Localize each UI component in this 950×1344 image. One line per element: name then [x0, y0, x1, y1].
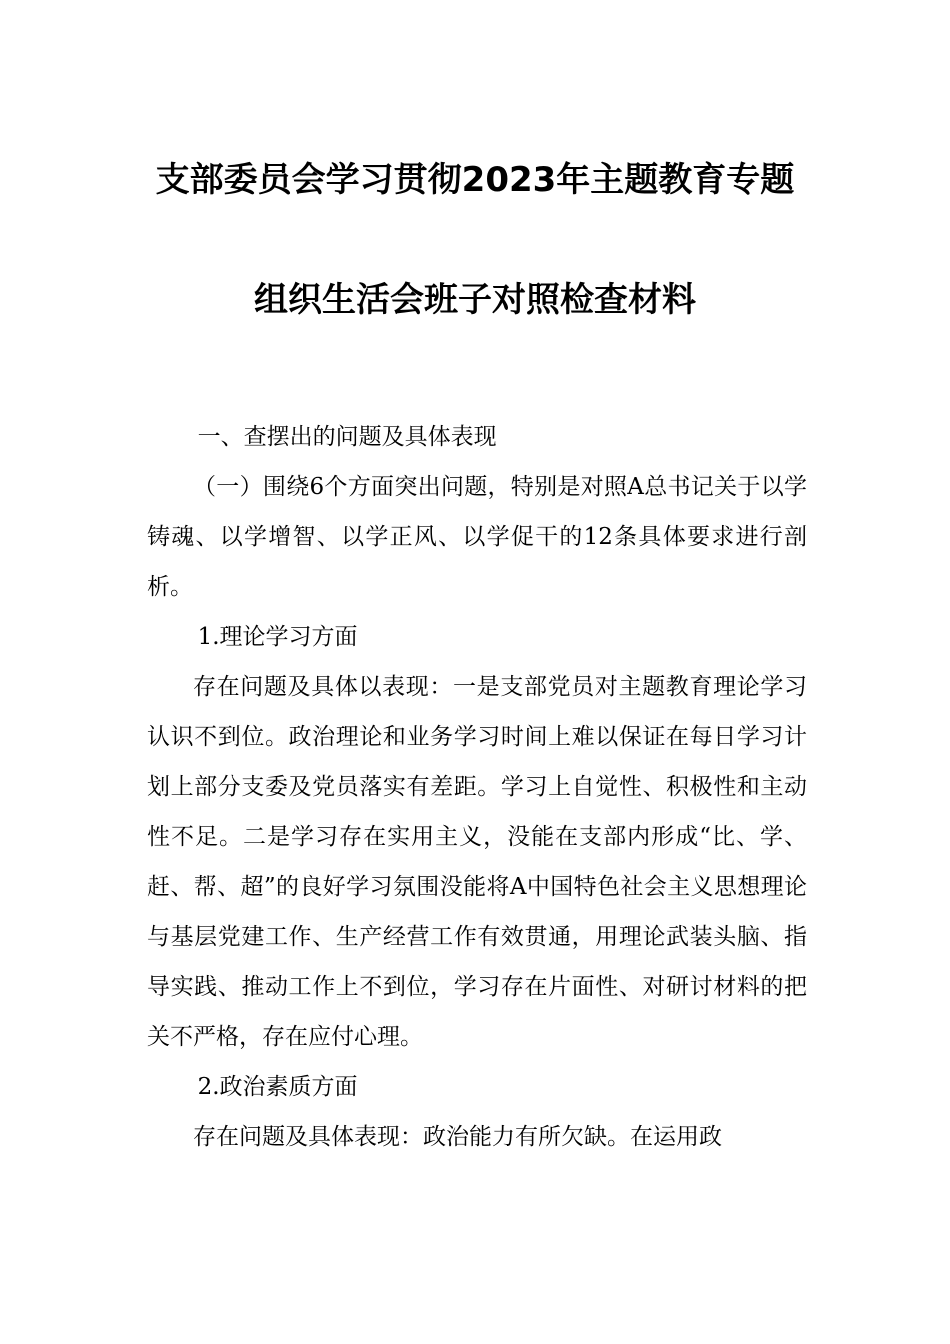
body-paragraph-theory-study: 存在问题及具体以表现：一是支部党员对主题教育理论学习认识不到位。政治理论和业务学习时间上难以保证在每日学习计划上部分支委及党员落实有差距。学习上自觉性、积极性和主动性不足。二是学习存在实用主义，没能在支部内形成“比、学、赶、帮、超”的良好学习氛围没能将A中国特色社会主义思想理论与基层党建工作、生产经营工作有效贯通，用理论武装头脑、指导实践、推动工作上不到位，学习存在片面性、对研讨材料的把关不严格，存在应付心理。: [147, 674, 807, 1050]
item-heading-political-quality: 2.政治素质方面: [197, 1074, 358, 1100]
subsection-paragraph: （一）围绕6个方面突出问题，特别是对照A总书记关于以学铸魂、以学增智、以学正风、以学促干的12条具体要求进行剖析。: [147, 474, 807, 600]
body-paragraph-political-quality: 存在问题及具体表现：政治能力有所欠缺。在运用政: [193, 1124, 722, 1150]
document-title-line-2: 组织生活会班子对照检查材料: [254, 280, 696, 320]
item-heading-theory-study: 1.理论学习方面: [197, 624, 358, 650]
document-body: [147, 412, 807, 1162]
section-heading: 一、查摆出的问题及具体表现: [197, 424, 497, 450]
document-title-line-1: 支部委员会学习贯彻2023年主题教育专题: [155, 160, 795, 200]
